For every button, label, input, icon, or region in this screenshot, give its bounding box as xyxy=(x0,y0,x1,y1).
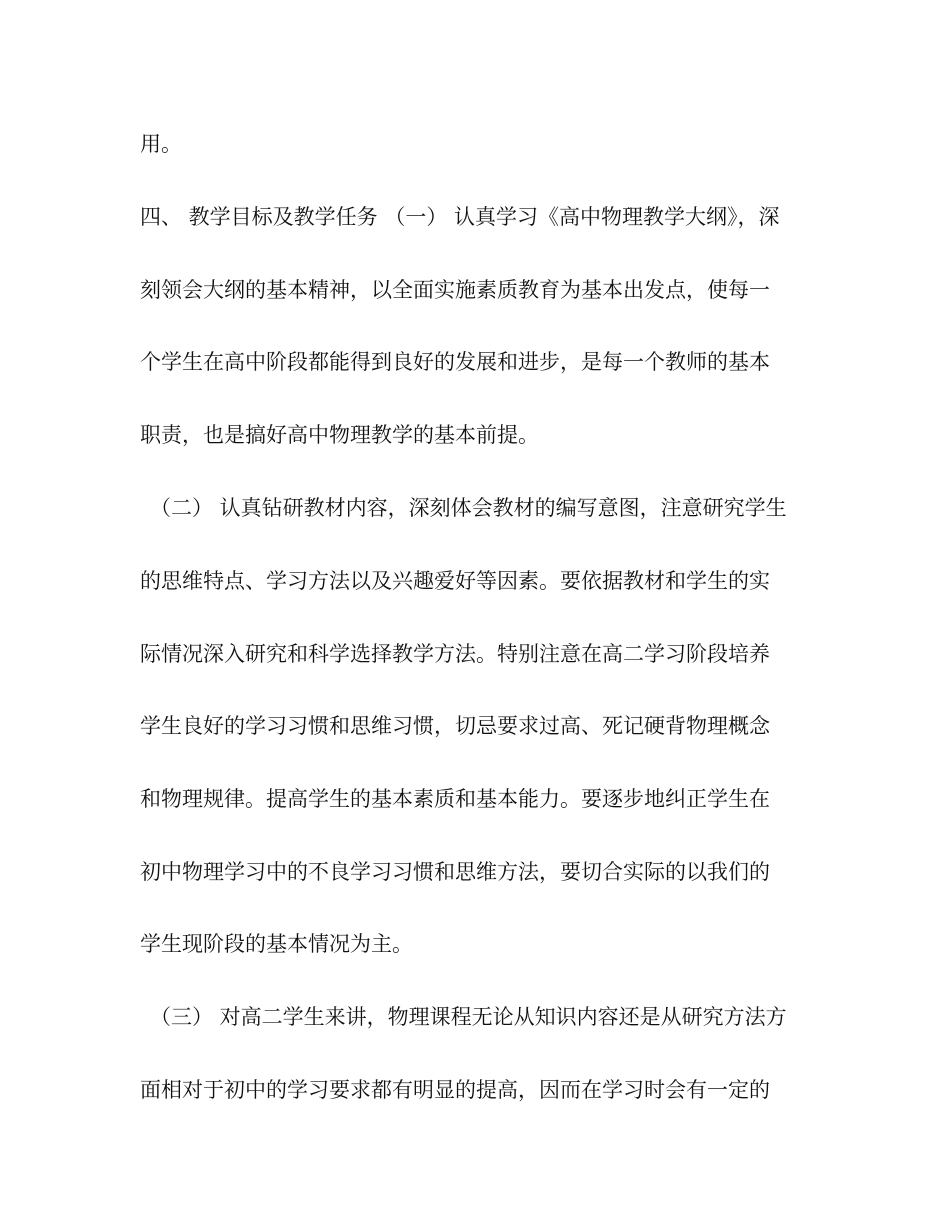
text-line-9: 学生良好的学习习惯和思维习惯，切忌要求过高、死记硬背物理概念 xyxy=(140,714,770,738)
text-line-12: 学生现阶段的基本情况为主。 xyxy=(140,932,413,956)
text-line-4: 个学生在高中阶段都能得到良好的发展和进步，是每一个教师的基本 xyxy=(140,350,770,374)
text-line-7: 的思维特点、学习方法以及兴趣爱好等因素。要依据教材和学生的实 xyxy=(140,569,770,593)
text-line-11: 初中物理学习中的不良学习习惯和思维方法，要切合实际的以我们的 xyxy=(140,860,770,884)
text-line-6: （二） 认真钻研教材内容，深刻体会教材的编写意图，注意研究学生 xyxy=(150,496,787,520)
text-line-5: 职责，也是搞好高中物理教学的基本前提。 xyxy=(140,423,539,447)
text-line-2: 四、 教学目标及教学任务 （一） 认真学习《高中物理教学大纲》，深 xyxy=(140,205,780,229)
text-line-10: 和物理规律。提高学生的基本素质和基本能力。要逐步地纠正学生在 xyxy=(140,787,770,811)
text-line-8: 际情况深入研究和科学选择教学方法。特别注意在高二学习阶段培养 xyxy=(140,642,770,666)
text-line-13: （三） 对高二学生来讲，物理课程无论从知识内容还是从研究方法方 xyxy=(150,1005,787,1029)
text-line-3: 刻领会大纲的基本精神，以全面实施素质教育为基本出发点，使每一 xyxy=(140,278,770,302)
text-line-1: 用。 xyxy=(140,132,182,156)
text-line-14: 面相对于初中的学习要求都有明显的提高，因而在学习时会有一定的 xyxy=(140,1078,770,1102)
